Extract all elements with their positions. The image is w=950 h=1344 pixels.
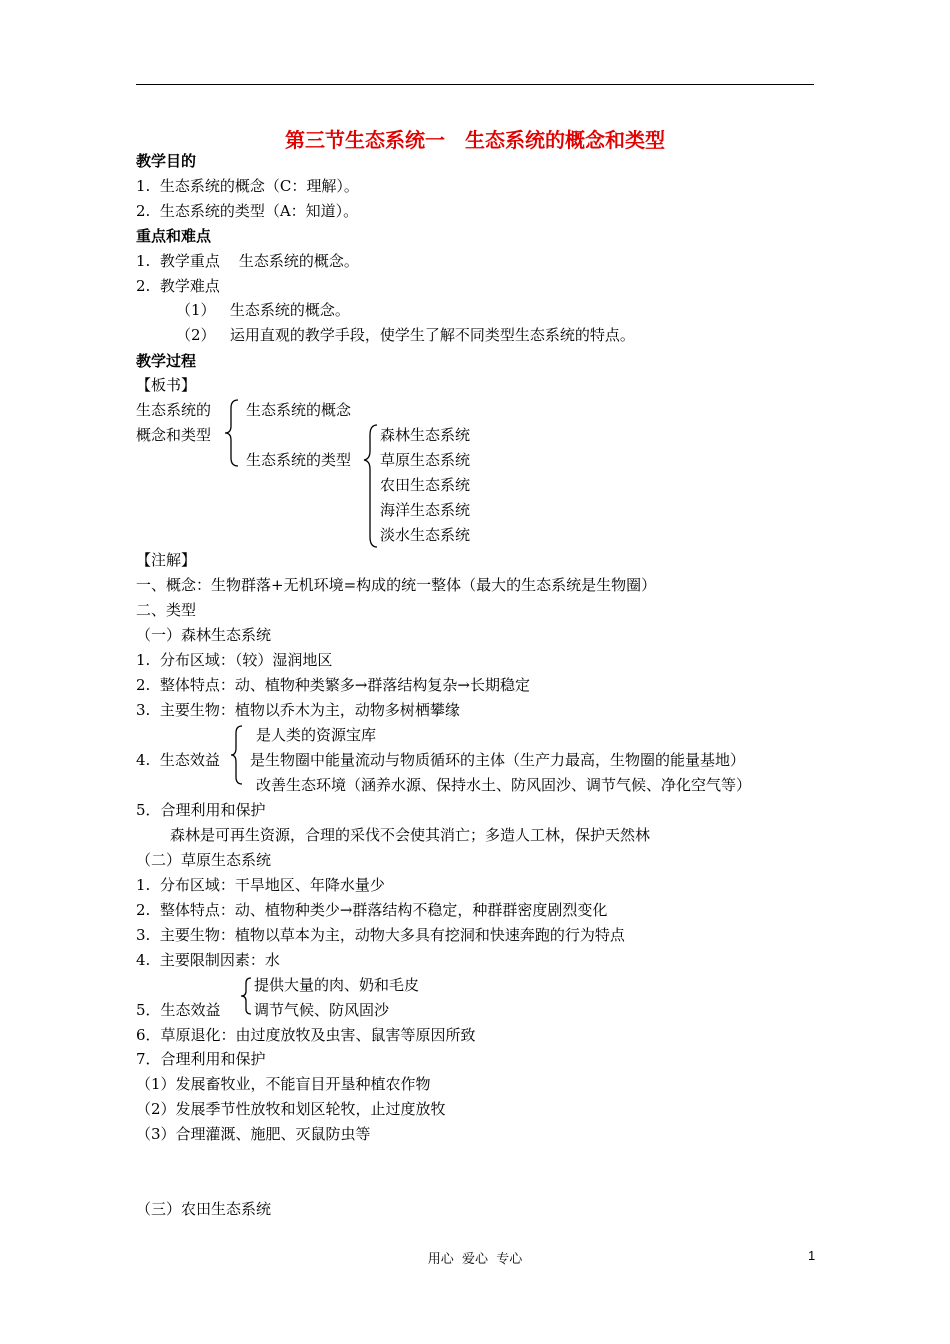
brace-icon bbox=[222, 398, 242, 468]
diagram-type-item: 草原生态系统 bbox=[380, 451, 471, 469]
grassland-subitem: （1）发展畜牧业，不能盲目开垦种植农作物 bbox=[136, 1075, 431, 1093]
forest-benefit-label: 4. 生态效益 bbox=[136, 751, 220, 769]
forest-heading: （一）森林生态系统 bbox=[136, 626, 272, 644]
grassland-item: 7．合理利用和保护 bbox=[136, 1050, 266, 1068]
forest-item: 1. 分布区域：（较）湿润地区 bbox=[136, 651, 333, 669]
page-number: 1 bbox=[808, 1248, 816, 1263]
notes-concept: 一、概念：生物群落+无机环境=构成的统一整体（最大的生态系统是生物圈） bbox=[136, 576, 657, 594]
diagram-root-line1: 生态系统的 bbox=[136, 401, 212, 419]
grassland-subitem: （2）发展季节性放牧和划区轮牧，止过度放牧 bbox=[136, 1100, 446, 1118]
farmland-heading: （三）农田生态系统 bbox=[136, 1200, 272, 1218]
diagram-type-item: 森林生态系统 bbox=[380, 426, 471, 444]
forest-item-text: 森林是可再生资源，合理的采伐不会使其消亡；多造人工林，保护天然林 bbox=[170, 826, 651, 844]
grassland-heading: （二）草原生态系统 bbox=[136, 851, 272, 869]
grassland-benefit: 调节气候、防风固沙 bbox=[254, 1001, 390, 1019]
diagram-branch-concept: 生态系统的概念 bbox=[246, 401, 352, 419]
forest-benefit: 是生物圈中能量流动与物质循环的主体（生产力最高，生物圈的能量基地） bbox=[250, 751, 746, 769]
forest-benefit: 改善生态环境（涵养水源、保持水土、防风固沙、调节气候、净化空气等） bbox=[256, 776, 752, 794]
objectives-heading: 教学目的 bbox=[136, 152, 197, 170]
forest-item: 5．合理利用和保护 bbox=[136, 801, 266, 819]
keypoint-subitem: （1） 生态系统的概念。 bbox=[176, 301, 350, 319]
grassland-subitem: （3）合理灌溉、施肥、灭鼠防虫等 bbox=[136, 1125, 371, 1143]
page-footer: 用心 爱心 专心 bbox=[427, 1252, 523, 1267]
grassland-item: 2. 整体特点：动、植物种类少→群落结构不稳定，种群群密度剧烈变化 bbox=[136, 901, 608, 919]
grassland-benefit-label: 5．生态效益 bbox=[136, 1001, 221, 1019]
grassland-item: 3. 主要生物：植物以草本为主，动物大多具有挖洞和快速奔跑的行为特点 bbox=[136, 926, 625, 944]
forest-benefit: 是人类的资源宝库 bbox=[256, 726, 377, 744]
grassland-item: 1. 分布区域：干旱地区、年降水量少 bbox=[136, 876, 385, 894]
brace-icon bbox=[238, 976, 254, 1016]
diagram-type-item: 海洋生态系统 bbox=[380, 501, 471, 519]
forest-item: 3. 主要生物：植物以乔木为主，动物多树栖攀缘 bbox=[136, 701, 460, 719]
grassland-item: 6．草原退化：由过度放牧及虫害、鼠害等原因所致 bbox=[136, 1026, 476, 1044]
board-label: 【板书】 bbox=[136, 376, 197, 394]
keypoints-heading: 重点和难点 bbox=[136, 227, 212, 245]
notes-types-heading: 二、类型 bbox=[136, 601, 197, 619]
brace-icon bbox=[362, 423, 380, 549]
notes-label: 【注解】 bbox=[136, 551, 197, 569]
objective-item: 2. 生态系统的类型（A：知道）。 bbox=[136, 202, 359, 220]
forest-item: 2. 整体特点：动、植物种类繁多→群落结构复杂→长期稳定 bbox=[136, 676, 530, 694]
page-title: 第三节生态系统一 生态系统的概念和类型 bbox=[285, 128, 665, 152]
objective-item: 1. 生态系统的概念（C：理解）。 bbox=[136, 177, 359, 195]
grassland-item: 4. 主要限制因素：水 bbox=[136, 951, 280, 969]
keypoint-item: 2. 教学难点 bbox=[136, 277, 220, 295]
diagram-type-item: 农田生态系统 bbox=[380, 476, 471, 494]
brace-icon bbox=[228, 724, 246, 786]
keypoint-subitem: （2） 运用直观的教学手段，使学生了解不同类型生态系统的特点。 bbox=[176, 326, 635, 344]
keypoint-item: 1. 教学重点 生态系统的概念。 bbox=[136, 252, 359, 270]
diagram-branch-types: 生态系统的类型 bbox=[246, 451, 352, 469]
diagram-type-item: 淡水生态系统 bbox=[380, 526, 471, 544]
header-rule bbox=[136, 84, 814, 85]
diagram-root-line2: 概念和类型 bbox=[136, 426, 212, 444]
process-heading: 教学过程 bbox=[136, 352, 197, 370]
grassland-benefit: 提供大量的肉、奶和毛皮 bbox=[254, 976, 420, 994]
